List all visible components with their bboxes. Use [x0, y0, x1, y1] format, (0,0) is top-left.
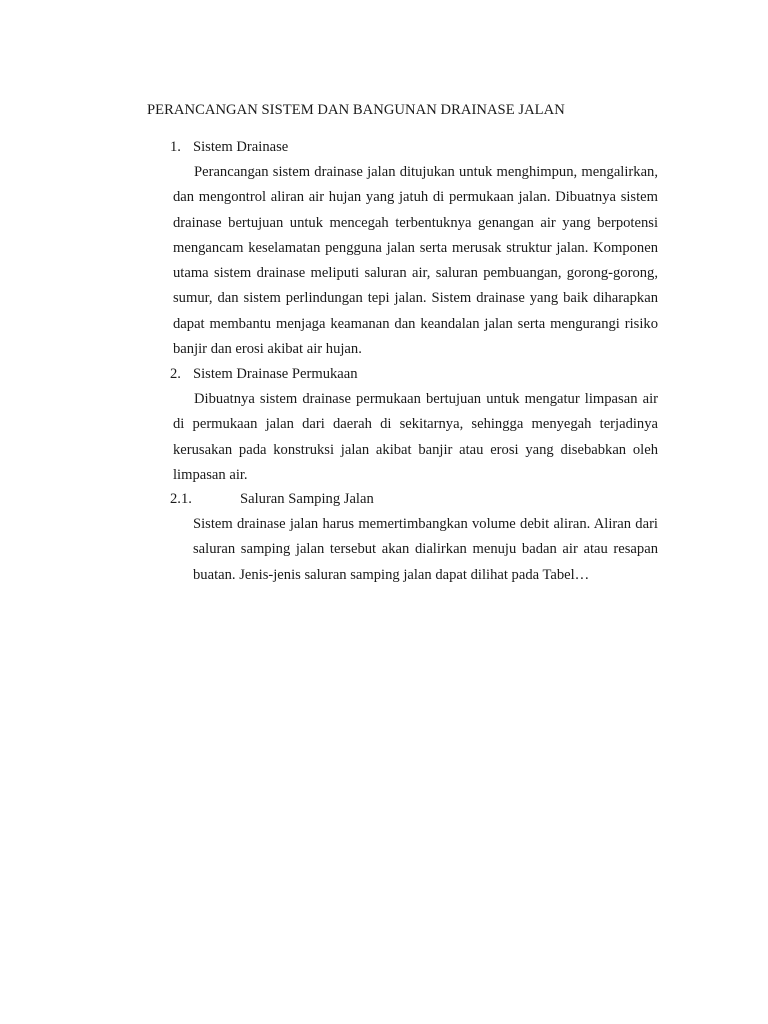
section-2-1-number: 2.1. — [170, 491, 192, 507]
document-title: PERANCANGAN SISTEM DAN BANGUNAN DRAINASE JALAN — [147, 102, 565, 118]
section-2-heading: Sistem Drainase Permukaan — [193, 366, 358, 382]
section-1-heading: Sistem Drainase — [193, 139, 289, 155]
section-2-paragraph: Dibuatnya sistem drainase permukaan bertujuan untuk mengatur limpasan air di permukaan jalan dari daerah di sekitarnya, sehingga menyegah terjadinya kerusakan pada konstruksi jalan akibat banjir atau erosi yang disebabkan oleh limpasan air. — [173, 391, 658, 483]
section-1-number: 1. — [170, 139, 181, 155]
section-2-1-paragraph: Sistem drainase jalan harus memertimbangkan volume debit aliran. Aliran dari saluran samping jalan tersebut akan dialirkan menuju badan air atau resapan buatan. Jenis-jenis saluran samping jalan dapat dilihat pada Tabel… — [193, 516, 658, 583]
section-1-paragraph: Perancangan sistem drainase jalan ditujukan untuk menghimpun, mengalirkan, dan mengontrol aliran air hujan yang jatuh di permukaan jalan. Dibuatnya sistem drainase bertujuan untuk mencegah terbentuknya genangan air yang berpotensi mengancam keselamatan pengguna jalan serta merusak struktur jalan. Komponen utama sistem drainase meliputi saluran air, saluran pembuangan, gorong-gorong, sumur, dan sistem perlindungan tepi jalan. Sistem drainase yang baik diharapkan dapat membantu menjaga keamanan dan keandalan jalan serta mengurangi risiko banjir dan erosi akibat air hujan. — [173, 164, 658, 358]
section-2-1-heading: Saluran Samping Jalan — [240, 491, 374, 507]
section-2-number: 2. — [170, 366, 181, 382]
